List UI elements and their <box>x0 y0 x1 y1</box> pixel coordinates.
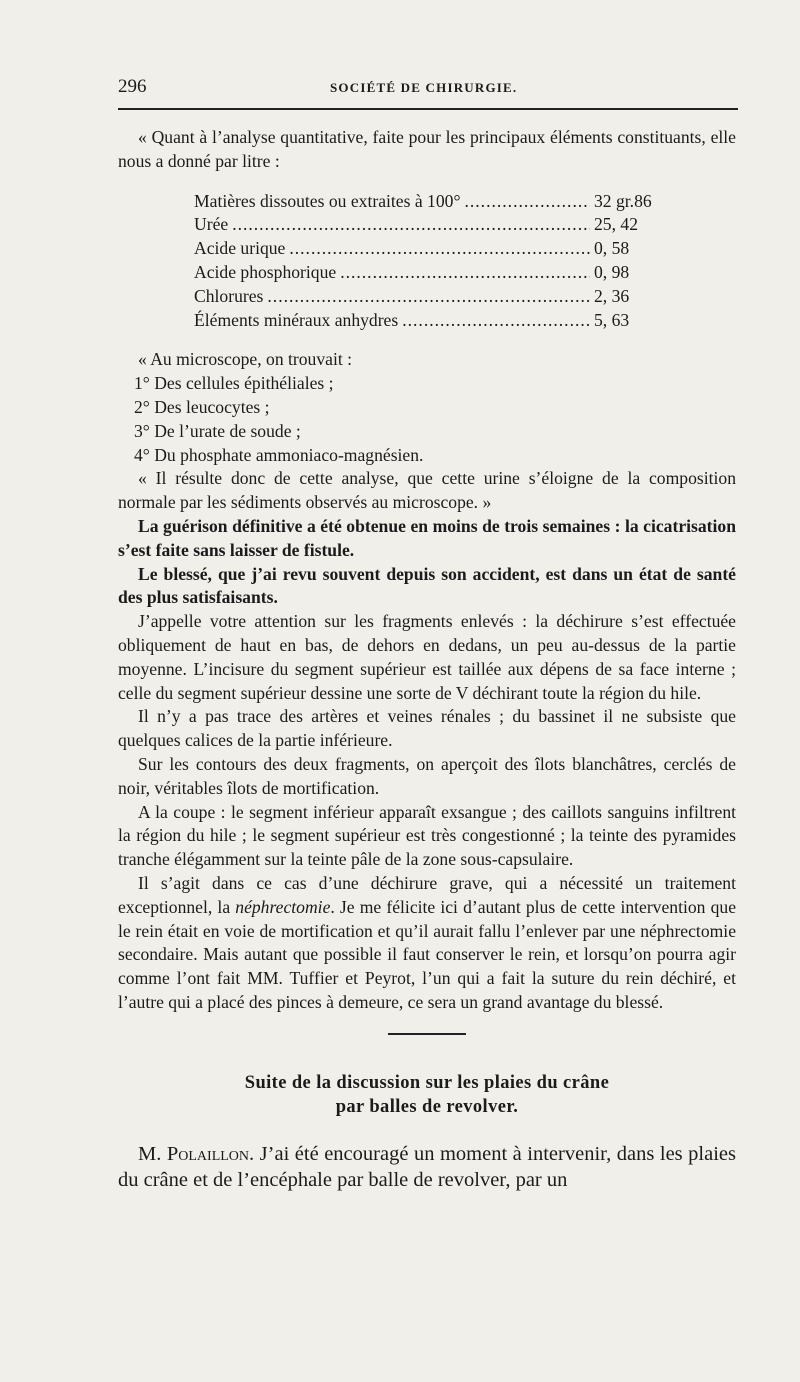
section-title <box>118 1071 736 1119</box>
row-label: Acide urique <box>194 238 286 259</box>
italic-term: néphrectomie <box>235 896 331 917</box>
list-item: 2° Des leucocytes ; <box>134 396 270 417</box>
dot-leader <box>267 285 590 309</box>
row-value: 0, 58 <box>594 238 630 259</box>
paragraph <box>118 872 736 1015</box>
section-title-line: par balles de revolver. <box>335 1096 519 1117</box>
dot-leader <box>464 190 590 214</box>
dot-leader <box>340 261 590 285</box>
paragraph: « Il résulte donc de cette analyse, que cette urine s’éloigne de la composition normale par les sédiments observés au microscope. » <box>118 468 736 513</box>
paragraph-text: . Je me félicite ici d’autant plus de cette intervention que le rein était en voie de mortification et qu’il aurait fallu l’enlever par une néphrectomie secondaire. Mais autant que possible il faut conserver le rein, et lorsqu’on pourra agir comme l’ont fait MM. Tuffier et Peyrot, l’un qui a fait la suture du rein déchiré, et l’autre qui a placé des pinces à demeure, ce sera un grand avantage du blessé. <box>118 896 737 1012</box>
paragraph: Le blessé, que j’ai revu souvent depuis son accident, est dans un état de santé des plus satisfaisants. <box>118 563 736 608</box>
body-text <box>118 126 736 1193</box>
row-label: Matières dissoutes ou extraites à 100° <box>194 190 461 211</box>
list-item: 4° Du phosphate ammoniaco-magnésien. <box>134 444 424 465</box>
row-value: 0, 98 <box>594 261 630 282</box>
list-item: 3° De l’urate de soude ; <box>134 420 301 441</box>
header-rule <box>118 108 738 110</box>
paragraph-text: Il s’agit dans ce cas d’une déchirure grave, qui a nécessité un traitement exceptionnel, la <box>118 872 736 917</box>
table-row <box>194 190 656 214</box>
row-label: Acide phosphorique <box>194 261 337 282</box>
row-label: Urée <box>194 214 229 235</box>
table-row <box>194 261 656 285</box>
table-row <box>194 309 656 333</box>
list-item: 1° Des cellules épithéliales ; <box>134 373 334 394</box>
dot-leader <box>289 237 590 261</box>
running-title: SOCIÉTÉ DE CHIRURGIE. <box>330 80 518 95</box>
row-value: 5, 63 <box>594 309 630 330</box>
dot-leader <box>402 309 590 333</box>
running-head <box>118 76 738 100</box>
paragraph-text: J’ai été encouragé un moment à intervenir, dans les plaies du crâne et de l’encéphale par balle de revolver, par un <box>118 1142 736 1191</box>
paragraph: La guérison définitive a été obtenue en moins de trois semaines : la cicatrisation s’est faite sans laisser de fistule. <box>118 515 736 560</box>
paragraph: Sur les contours des deux fragments, on aperçoit des îlots blanchâtres, cerclés de noir, véritables îlots de mortification. <box>118 753 736 798</box>
section-divider <box>388 1033 466 1035</box>
row-value: 32 gr.86 <box>594 190 652 211</box>
microscope-intro: « Au microscope, on trouvait : <box>138 349 353 370</box>
row-label: Chlorures <box>194 285 264 306</box>
row-value: 25, 42 <box>594 214 638 235</box>
dot-leader <box>232 213 590 237</box>
page-number: 296 <box>118 76 147 97</box>
paragraph: Il n’y a pas trace des artères et veines rénales ; du bassinet il ne subsiste que quelques calices de la partie inférieure. <box>118 706 736 751</box>
table-row <box>194 237 656 261</box>
section-title-line: Suite de la discussion sur les plaies du crâne <box>244 1072 610 1093</box>
row-value: 2, 36 <box>594 285 630 306</box>
paragraph: A la coupe : le segment inférieur apparaît exsangue ; des caillots sanguins infiltrent la région du hile ; le segment supérieur est très congestionné ; la teinte des pyramides tranche élégamment sur la teinte pâle de la zone sous-capsulaire. <box>118 801 736 870</box>
paragraph: J’appelle votre attention sur les fragments enlevés : la déchirure s’est effectuée obliquement de haut en bas, de dehors en dedans, un peu au-dessus de la partie moyenne. L’incisure du segment supérieur est taillée aux dépens de sa face interne ; celle du segment supérieur dessine une sorte de V déchirant toute la région du hile. <box>118 611 736 703</box>
row-label: Éléments minéraux anhydres <box>194 309 399 330</box>
intro-paragraph: « Quant à l’analyse quantitative, faite pour les principaux éléments constituants, elle nous a donné par litre : <box>118 127 736 171</box>
table-row <box>194 285 656 309</box>
speaker-name: M. Polaillon. <box>138 1142 255 1165</box>
discussion-paragraph <box>118 1141 736 1193</box>
analysis-table <box>194 190 656 333</box>
table-row <box>194 213 656 237</box>
